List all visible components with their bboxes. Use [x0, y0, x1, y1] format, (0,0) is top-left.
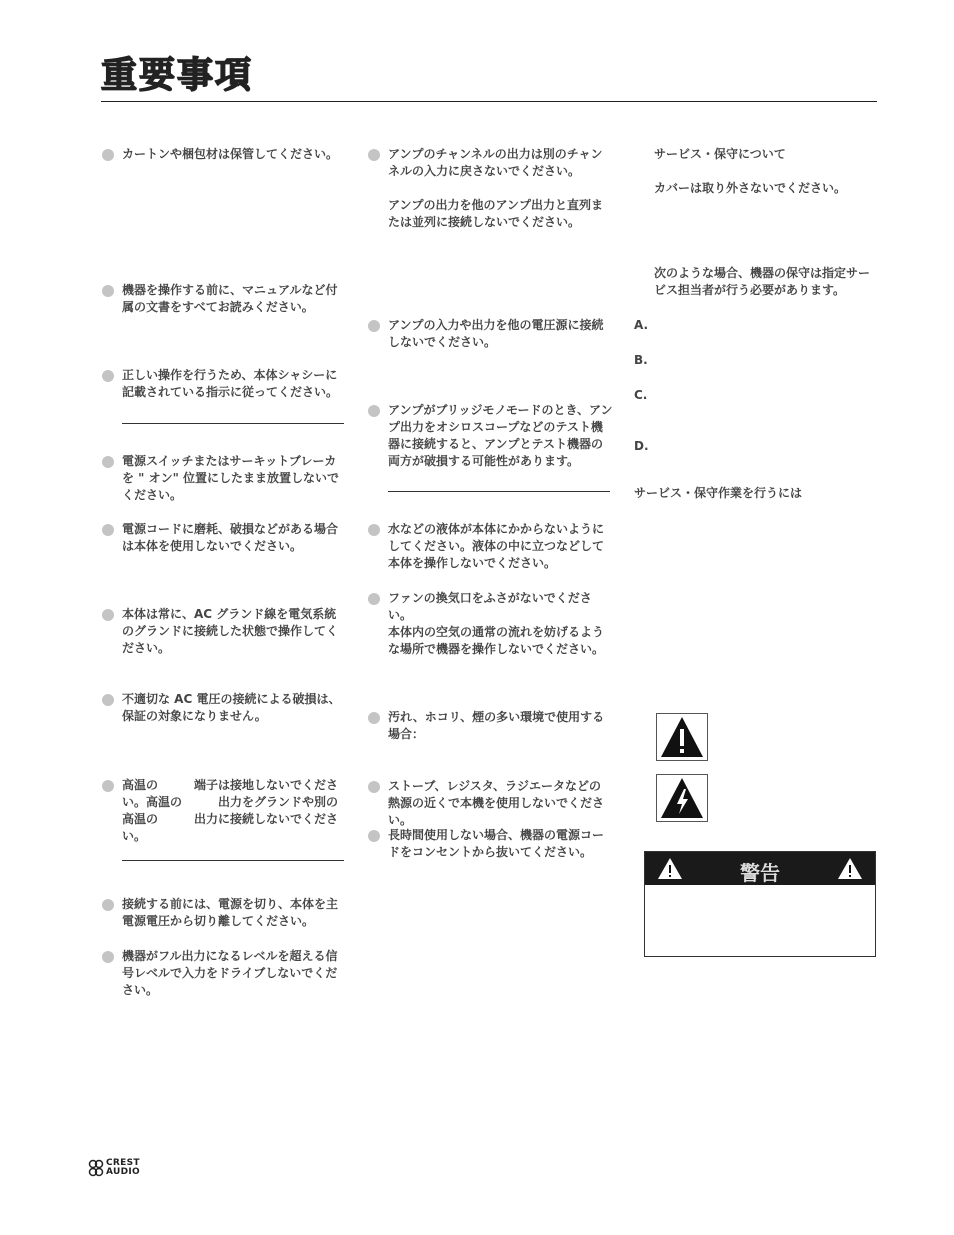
condition-c: C.	[634, 388, 648, 402]
service-work-heading: サービス・保守作業を行うには	[634, 486, 803, 500]
condition-b: B.	[634, 353, 648, 367]
note-item: アンプの出力を他のアンプ出力と直列または並列に接続しないでください。	[388, 198, 604, 229]
shock-symbol	[656, 774, 708, 822]
note-item: ストーブ、レジスタ、ラジエータなどの熱源の近くで本機を使用しないでください。	[388, 779, 605, 827]
bullet-icon	[368, 524, 380, 536]
service-heading: サービス・保守について	[654, 147, 786, 161]
caution-triangle-icon	[837, 857, 863, 880]
note-item: 正しい操作を行うため、本体シャシーに記載されている指示に従ってください。	[122, 368, 339, 399]
note-item: 長時間使用しない場合、機器の電源コードをコンセントから抜いてください。	[388, 828, 605, 859]
note-item: 接続する前には、電源を切り、本体を主電源電圧から切り離してください。	[122, 897, 339, 928]
crest-logo-mark	[88, 1159, 104, 1177]
bullet-icon	[102, 149, 114, 161]
caution-symbol	[656, 713, 708, 761]
bullet-icon	[102, 524, 114, 536]
bullet-icon	[102, 694, 114, 706]
crest-audio-logo	[88, 1158, 160, 1178]
service-conditions: 次のような場合、機器の保守は指定サービス担当者が行う必要があります。	[654, 266, 871, 297]
caution-triangle-icon	[657, 714, 707, 760]
page-title: 重要事項	[101, 55, 254, 96]
bullet-icon	[368, 405, 380, 417]
bullet-icon	[368, 830, 380, 842]
bullet-icon	[368, 149, 380, 161]
note-item: 本体は常に、AC グランド線を電気系統のグランドに接続した状態で操作してください。	[122, 607, 339, 655]
note-item: 電源スイッチまたはサーキットブレーカを " オン" 位置にしたまま放置しないでください。	[122, 454, 340, 502]
note-item: 機器を操作する前に、マニュアルなど付属の文書をすべてお読みください。	[122, 283, 338, 314]
lightning-triangle-icon	[657, 775, 707, 821]
note-item: 不適切な AC 電圧の接続による破損は、保証の対象になりません。	[122, 692, 341, 723]
logo-line1: CREST	[106, 1158, 140, 1168]
note-item: アンプの入力や出力を他の電圧源に接続しないでください。	[388, 318, 604, 349]
note-item: アンプのチャンネルの出力は別のチャンネルの入力に戻さないでください。	[388, 147, 603, 178]
separator	[122, 423, 344, 424]
note-item: 電源コードに磨耗、破損などがある場合は本体を使用しないでください。	[122, 522, 339, 553]
note-item: ファンの換気口をふさがないでください。	[388, 591, 592, 622]
title-rule	[101, 101, 877, 102]
note-item: カートンや梱包材は保管してください。	[122, 147, 339, 161]
note-item: 汚れ、ホコリ、煙の多い環境で使用する場合：	[388, 710, 605, 741]
bullet-icon	[368, 320, 380, 332]
note-item: 機器がフル出力になるレベルを超える信号レベルで入力をドライブしないでください。	[122, 949, 338, 997]
cover-note: カバーは取り外さないでください。	[654, 181, 847, 195]
bullet-icon	[102, 780, 114, 792]
bullet-icon	[368, 593, 380, 605]
condition-d: D.	[634, 439, 649, 453]
warning-header	[645, 852, 875, 885]
bullet-icon	[368, 712, 380, 724]
note-item: 本体内の空気の通常の流れを妨げるような場所で機器を操作しないでください。	[388, 625, 605, 656]
separator	[388, 491, 610, 492]
logo-line2: AUDIO	[106, 1167, 140, 1177]
bullet-icon	[102, 609, 114, 621]
warning-box	[644, 851, 876, 957]
warning-label: 警告	[740, 861, 780, 885]
separator	[122, 860, 344, 861]
bullet-icon	[102, 285, 114, 297]
condition-a: A.	[634, 318, 649, 332]
note-item: 高温の 端子は接地しないでください。高温の 出力をグランドや別の高温の 出力に接続しないでください。	[122, 778, 339, 843]
bullet-icon	[102, 370, 114, 382]
note-item: 水などの液体が本体にかからないようにしてください。液体の中に立つなどして本体を操作しないでください。	[388, 522, 605, 570]
note-item: アンプがブリッジモノモードのとき、アンプ出力をオシロスコープなどのテスト機器に接続すると、アンプとテスト機器の両方が破損する可能性があります。	[388, 403, 613, 468]
bullet-icon	[102, 951, 114, 963]
bullet-icon	[368, 781, 380, 793]
bullet-icon	[102, 456, 114, 468]
bullet-icon	[102, 899, 114, 911]
